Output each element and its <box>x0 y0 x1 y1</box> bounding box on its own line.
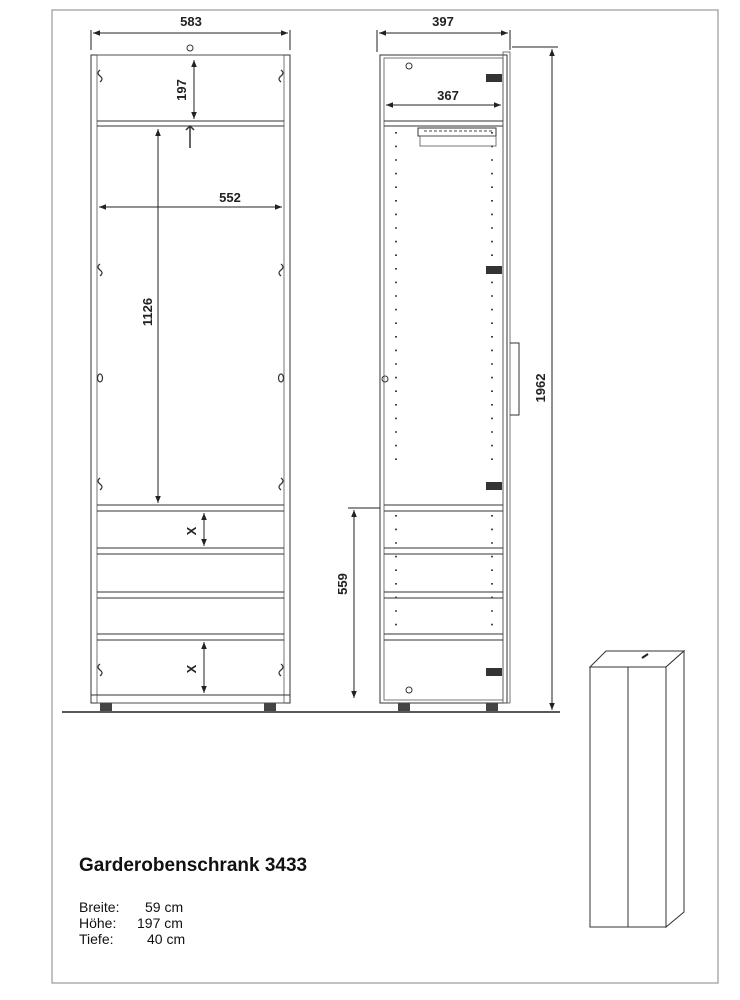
product-title: Garderobenschrank 3433 <box>79 855 308 876</box>
dim-drawer-lower: X <box>184 664 199 674</box>
spec-label-depth: Tiefe: <box>79 931 114 947</box>
dim-front-width: 583 <box>180 14 202 29</box>
dim-drawer-zone: 559 <box>335 573 350 595</box>
spec-value-width: 59 cm <box>145 899 184 915</box>
dim-inner-width: 552 <box>219 190 241 205</box>
side-view <box>348 30 558 711</box>
spec-label-height: Höhe: <box>79 915 117 931</box>
dim-side-depth: 397 <box>432 14 454 29</box>
dim-inner-depth: 367 <box>437 88 459 103</box>
dim-drawer-upper: X <box>184 526 199 536</box>
dim-total-height: 1962 <box>533 373 548 403</box>
spec-value-depth: 40 cm <box>147 931 186 947</box>
spec-value-height: 197 cm <box>137 915 183 931</box>
front-view <box>91 30 290 711</box>
dim-top-compartment: 197 <box>174 79 189 101</box>
cabinet-3d-preview <box>590 651 684 927</box>
spec-label-width: Breite: <box>79 899 120 915</box>
dim-hanging-height: 1126 <box>140 297 155 327</box>
